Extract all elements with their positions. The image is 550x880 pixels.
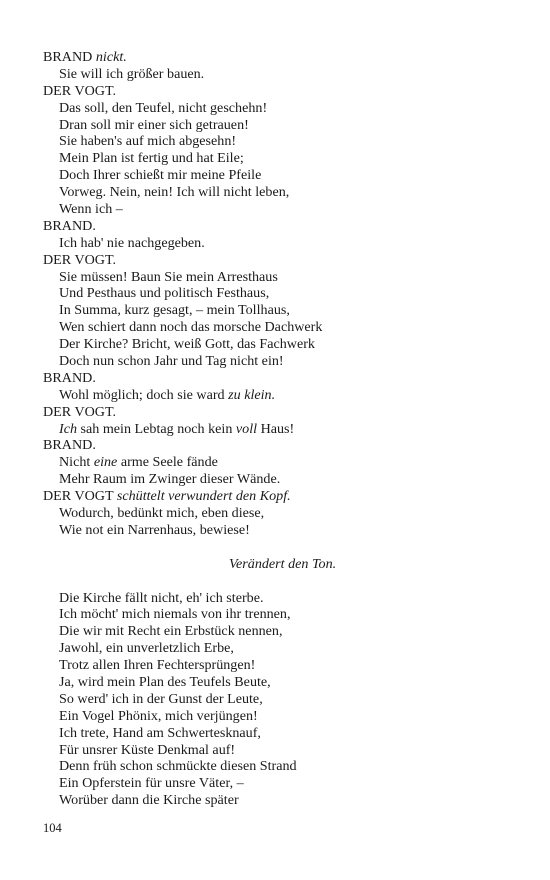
italic-text: voll [235,420,258,437]
verse-line [43,117,336,134]
verse-line [43,742,336,759]
speaker-line [43,488,336,505]
line-text: Die Kirche fällt nicht, eh' ich sterbe. [59,589,264,606]
line-text: Worüber dann die Kirche später [59,792,239,809]
verse-line [43,792,336,809]
verse-line [43,167,336,184]
line-text: Die wir mit Recht ein Erbstück nennen, [59,623,283,640]
line-text: Wen schiert dann noch das morsche Dachwerk [59,319,323,336]
line-text: Dran soll mir einer sich getrauen! [59,116,249,133]
italic-text: eine [93,454,118,471]
line-text: DER VOGT. [43,403,117,420]
verse-line [43,471,336,488]
verse-line [43,269,336,286]
line-text: Sie will ich größer bauen. [59,65,205,82]
speaker-line [43,218,336,235]
verse-line [43,133,336,150]
line-text: Ich möcht' mich niemals von ihr trennen, [59,606,291,623]
line-text: Wie not ein Narrenhaus, bewiese! [59,521,250,538]
line-text: Haus! [257,420,295,437]
line-text: So werd' ich in der Gunst der Leute, [59,690,263,707]
line-text: Wodurch, bedünkt mich, eben diese, [59,505,265,522]
line-text: Und Pesthaus und politisch Festhaus, [59,285,270,302]
line-text: Das soll, den Teufel, nicht geschehn! [59,99,268,116]
line-text: Sie müssen! Baun Sie mein Arresthaus [59,268,278,285]
line-text: BRAND. [43,437,96,454]
speaker-line [43,437,336,454]
line-text: Mehr Raum im Zwinger dieser Wände. [59,471,281,488]
verse-line [43,100,336,117]
speaker-line [43,252,336,269]
line-text: Doch Ihrer schießt mir meine Pfeile [59,167,262,184]
line-text: DER VOGT. [43,251,117,268]
verse-line [43,775,336,792]
blank-line [43,573,336,590]
speaker-line [43,370,336,387]
line-text: Für unsrer Küste Denkmal auf! [59,741,236,758]
line-text: Verändert den Ton. [229,555,337,572]
verse-line [43,590,336,607]
page-number: 104 [43,821,62,835]
line-text: Nicht [59,454,94,471]
line-text: Ich hab' nie nachgegeben. [59,234,205,251]
speaker-line [43,404,336,421]
line-text: arme Seele fände [117,454,218,471]
speaker-line [43,83,336,100]
line-text: In Summa, kurz gesagt, – mein Tollhaus, [59,302,290,319]
verse-line [43,454,336,471]
line-text: BRAND. [43,217,96,234]
line-text: sah mein Lebtag noch kein [77,420,236,437]
line-text: BRAND. [43,369,96,386]
line-text: Vorweg. Nein, nein! Ich will nicht leben, [59,184,290,201]
line-text: Der Kirche? Bricht, weiß Gott, das Fachwerk [59,336,315,353]
verse-line [43,235,336,252]
verse-line [43,606,336,623]
verse-line [43,640,336,657]
verse-line [43,302,336,319]
line-text: Wenn ich – [59,201,123,218]
verse-line [43,353,336,370]
verse-line [43,522,336,539]
line-text: Doch nun schon Jahr und Tag nicht ein! [59,353,284,370]
verse-line [43,319,336,336]
blank-line [43,539,336,556]
verse-line [43,387,336,404]
verse-line [43,725,336,742]
verse-line [43,421,336,438]
line-text: Ein Vogel Phönix, mich verjüngen! [59,707,258,724]
verse-line [43,66,336,83]
line-text: BRAND [43,49,96,65]
verse-line [43,691,336,708]
verse-line [43,623,336,640]
verse-line [43,505,336,522]
line-text: DER VOGT. [43,82,117,99]
line-text: DER VOGT [43,488,117,505]
line-text: Ja, wird mein Plan des Teufels Beute, [59,673,271,690]
verse-line [43,336,336,353]
line-text: Ich trete, Hand am Schwertesknauf, [59,724,261,741]
stage-direction [43,556,336,573]
verse-line [43,708,336,725]
italic-text: nickt. [95,49,127,65]
line-text: Trotz allen Ihren Fechtersprüngen! [59,657,256,674]
line-text: Wohl möglich; doch sie ward [59,386,229,403]
line-text: Mein Plan ist fertig und hat Eile; [59,150,244,167]
italic-text: Ich [59,420,77,437]
speaker-line [43,49,336,66]
italic-text: zu klein. [228,386,276,403]
line-text: Ein Opferstein für unsre Väter, – [59,775,244,792]
line-text: Jawohl, ein unverletzlich Erbe, [59,640,234,657]
verse-line [43,201,336,218]
line-text: Denn früh schon schmückte diesen Strand [59,758,297,775]
play-text [43,49,336,809]
verse-line [43,674,336,691]
italic-text: schüttelt verwundert den Kopf. [116,488,291,505]
verse-line [43,150,336,167]
verse-line [43,285,336,302]
verse-line [43,184,336,201]
line-text: Sie haben's auf mich abgesehn! [59,133,237,150]
verse-line [43,758,336,775]
verse-line [43,657,336,674]
